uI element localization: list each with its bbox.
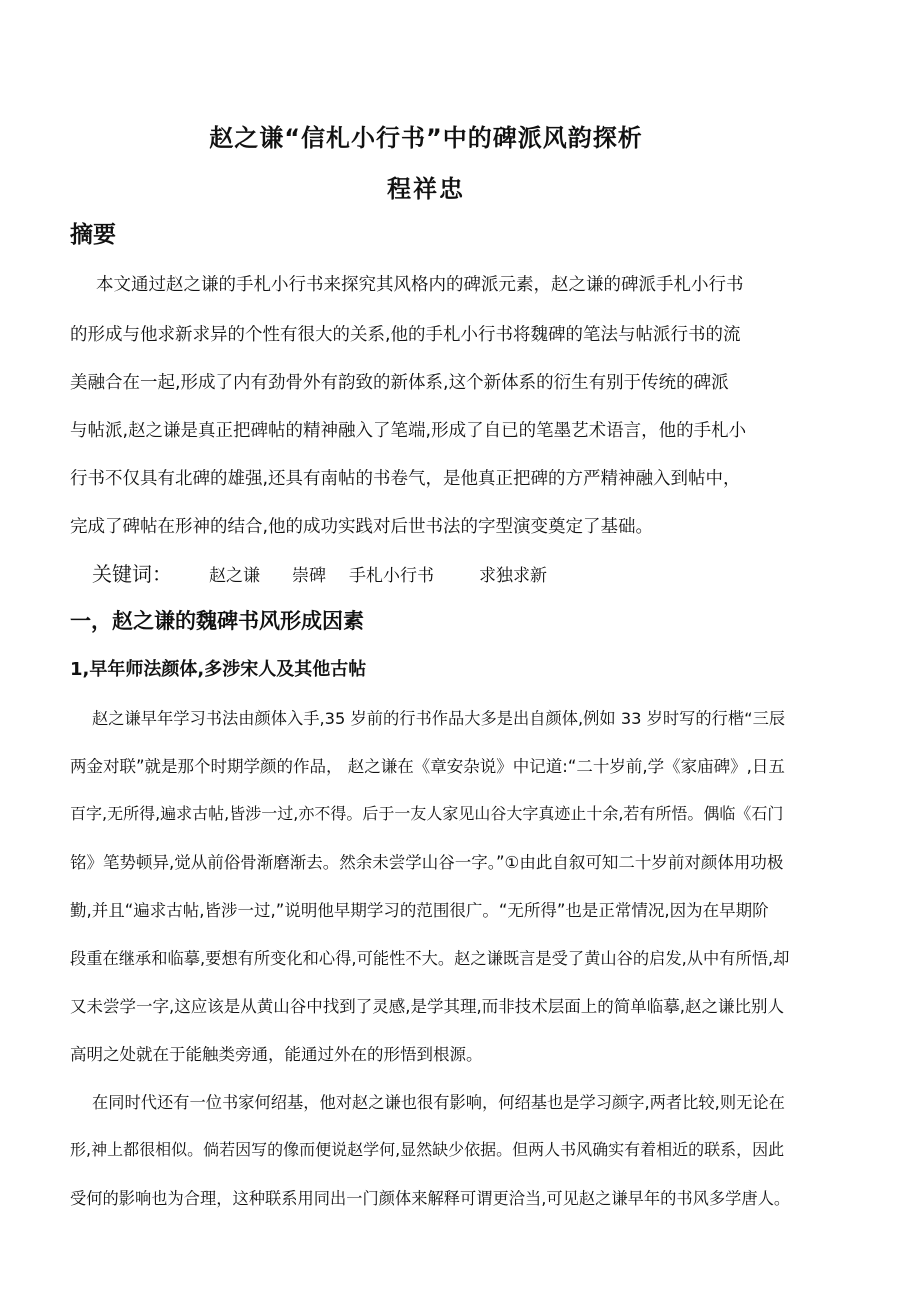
paper-title: 赵之谦“信札小行书”中的碑派风韵探析: [209, 124, 643, 152]
body-line: 百字,无所得,遍求古帖,皆涉一过,亦不得。后于一友人家见山谷大字真迹止十余,若有所悟。偶临《石门: [70, 804, 784, 823]
body-line: 赵之谦早年学习书法由颜体入手,35 岁前的行书作品大多是出自颜体,例如 33 岁时写的行楷“三辰: [92, 709, 786, 728]
body-line: 形,神上都很相似。倘若因写的像而便说赵学何,显然缺少依据。但两人书风确实有着相近的联系，因此: [70, 1140, 785, 1159]
keyword-item: 求独求新: [479, 566, 547, 586]
author-name: 程祥忠: [387, 175, 465, 203]
keyword-item: 崇碑: [292, 566, 326, 586]
section-heading: 一，赵之谦的魏碑书风形成因素: [70, 609, 364, 633]
body-line: 勤,并且“遍求古帖,皆涉一过,”说明他早期学习的范围很广。“无所得”也是正常情况,因为在早期阶: [70, 901, 769, 920]
abstract-line: 的形成与他求新求异的个性有很大的关系,他的手札小行书将魏碑的笔法与帖派行书的流: [70, 325, 741, 345]
keyword-item: 手札小行书: [349, 566, 434, 586]
body-line: 段重在继承和临摹,要想有所变化和心得,可能性不大。赵之谦既言是受了黄山谷的启发,从中有所悟,却: [70, 949, 790, 968]
subsection-heading: 1,早年师法颜体,多涉宋人及其他古帖: [70, 659, 367, 680]
body-line: 在同时代还有一位书家何绍基，他对赵之谦也很有影响，何绍基也是学习颜字,两者比较,则无论在: [92, 1093, 785, 1112]
body-line: 受何的影响也为合理，这种联系用同出一门颜体来解释可谓更洽当,可见赵之谦早年的书风多学唐人。: [70, 1189, 791, 1208]
keyword-item: 赵之谦: [209, 566, 260, 586]
keywords-row: [92, 558, 172, 587]
body-line: 又未尝学一字,这应该是从黄山谷中找到了灵感,是学其理,而非技术层面上的简单临摹,赵之谦比别人: [70, 997, 784, 1016]
abstract-line: 完成了碑帖在形神的结合,他的成功实践对后世书法的字型演变奠定了基础。: [70, 517, 654, 537]
body-line: 高明之处就在于能触类旁通，能通过外在的形悟到根源。: [70, 1045, 483, 1064]
abstract-line: 美融合在一起,形成了内有劲骨外有韵致的新体系,这个新体系的衍生有别于传统的碑派: [70, 373, 729, 393]
abstract-heading: 摘要: [70, 222, 116, 248]
abstract-line: 与帖派,赵之谦是真正把碑帖的精神融入了笔端,形成了自已的笔墨艺术语言，他的手札小: [70, 421, 747, 441]
abstract-line: 本文通过赵之谦的手札小行书来探究其风格内的碑派元素，赵之谦的碑派手札小行书: [96, 275, 744, 295]
abstract-line: 行书不仅具有北碑的雄强,还具有南帖的书卷气，是他真正把碑的方严精神融入到帖中，: [70, 469, 741, 489]
body-line: 两金对联”就是那个时期学颜的作品， 赵之谦在《章安杂说》中记道:“二十岁前,学《家庙碑》,日五: [70, 757, 785, 776]
keywords-label: 关键词：: [92, 562, 172, 586]
body-line: 铭》笔势顿异,觉从前俗骨渐磨渐去。然余未尝学山谷一字。”①由此自叙可知二十岁前对颜体用功极: [70, 853, 784, 872]
